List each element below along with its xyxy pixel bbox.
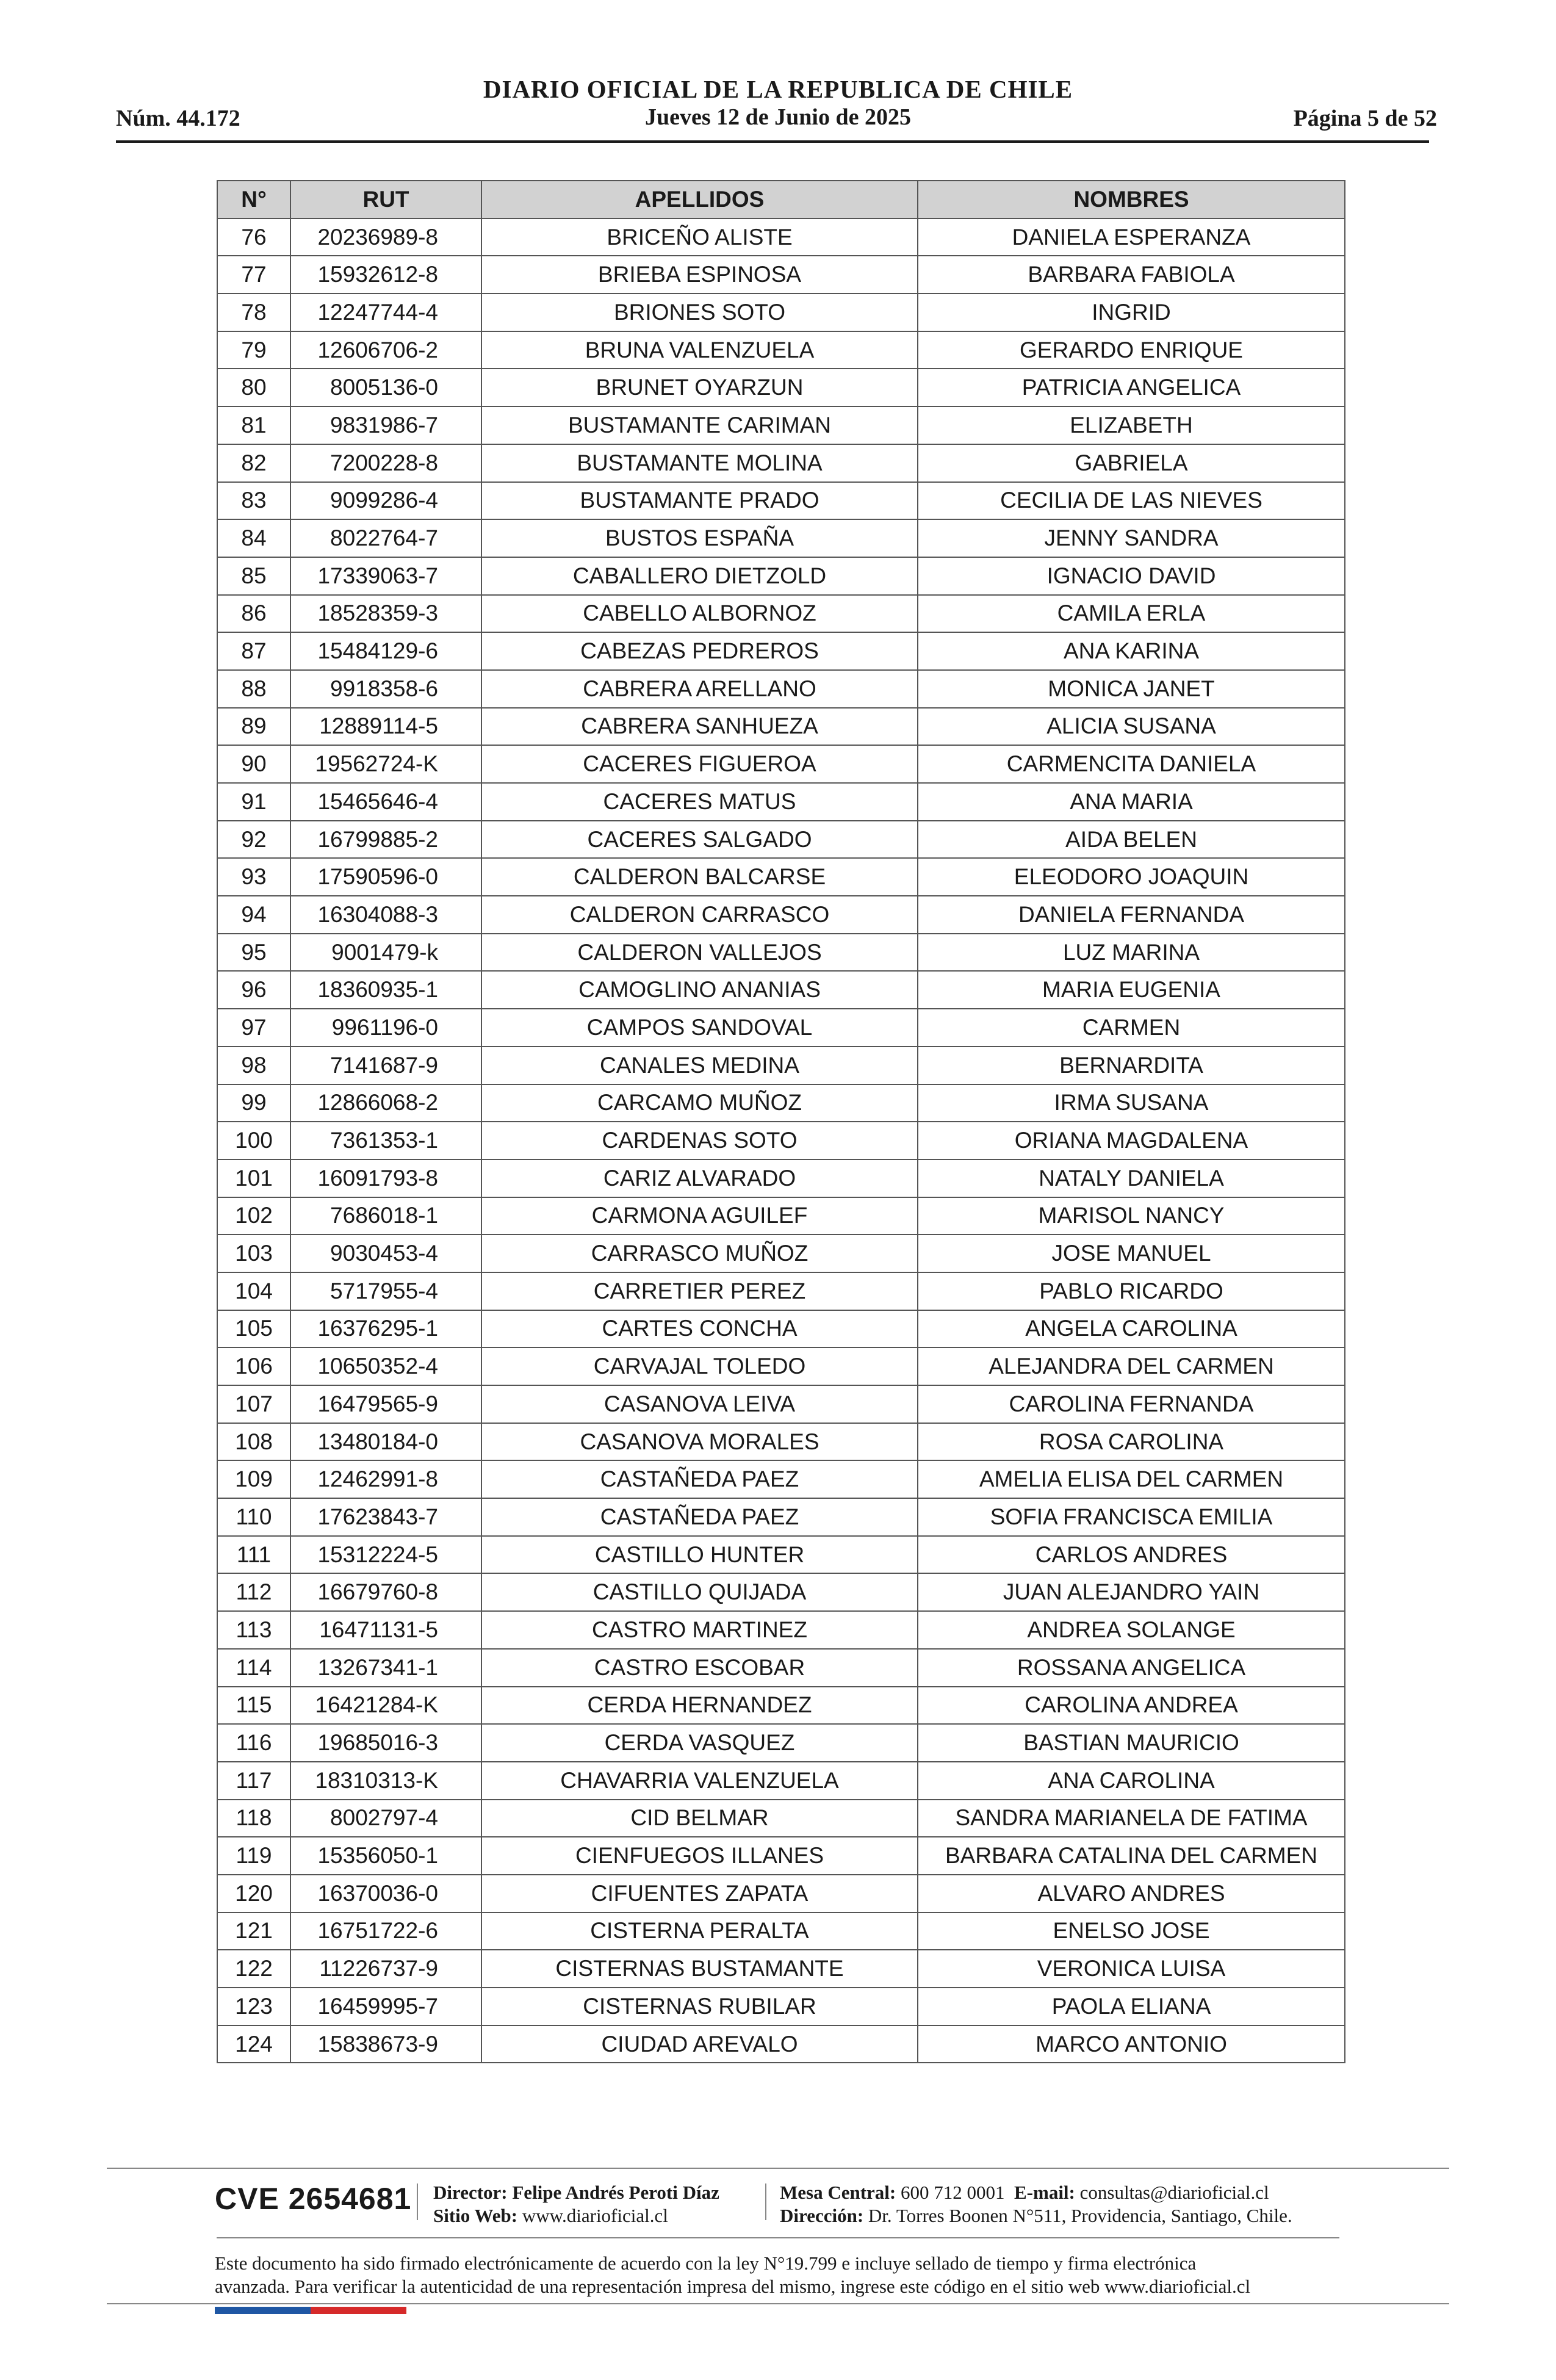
issue-number: Núm. 44.172: [116, 106, 240, 131]
cell-surnames: CANALES MEDINA: [481, 1047, 918, 1084]
cell-rut: 9030453-4: [290, 1235, 481, 1272]
cell-surnames: CARRETIER PEREZ: [481, 1272, 918, 1310]
cell-names: DANIELA FERNANDA: [918, 896, 1345, 934]
cell-number: 89: [217, 708, 290, 746]
table-row: [217, 1423, 1345, 1461]
cell-rut: 12606706-2: [290, 331, 481, 369]
footer-divider-middle: [217, 2237, 1339, 2238]
cell-surnames: CIUDAD AREVALO: [481, 2025, 918, 2063]
cell-rut: 15312224-5: [290, 1536, 481, 1574]
footer-director-block: [433, 2181, 719, 2227]
table-row: [217, 745, 1345, 783]
cell-surnames: CAMOGLINO ANANIAS: [481, 971, 918, 1009]
cell-rut: 15838673-9: [290, 2025, 481, 2063]
cell-rut: 8005136-0: [290, 369, 481, 406]
cell-number: 119: [217, 1837, 290, 1875]
website-link[interactable]: www.diarioficial.cl: [522, 2205, 668, 2226]
cell-names: CAMILA ERLA: [918, 595, 1345, 633]
cell-number: 98: [217, 1047, 290, 1084]
table-row: [217, 1460, 1345, 1498]
cell-rut: 10650352-4: [290, 1347, 481, 1385]
address-label: Dirección:: [780, 2205, 864, 2226]
cell-rut: 16421284-K: [290, 1687, 481, 1725]
cell-surnames: BUSTAMANTE CARIMAN: [481, 406, 918, 444]
cell-surnames: BUSTAMANTE PRADO: [481, 482, 918, 520]
cell-number: 82: [217, 444, 290, 482]
cell-names: AMELIA ELISA DEL CARMEN: [918, 1460, 1345, 1498]
cell-surnames: CACERES FIGUEROA: [481, 745, 918, 783]
cell-rut: 9099286-4: [290, 482, 481, 520]
cell-number: 100: [217, 1122, 290, 1159]
cell-names: NATALY DANIELA: [918, 1159, 1345, 1197]
cell-surnames: CABRERA SANHUEZA: [481, 708, 918, 746]
cell-surnames: BRUNA VALENZUELA: [481, 331, 918, 369]
cell-number: 77: [217, 256, 290, 294]
table-row: [217, 1536, 1345, 1574]
cell-number: 124: [217, 2025, 290, 2063]
cell-names: DANIELA ESPERANZA: [918, 218, 1345, 256]
publication-title: DIARIO OFICIAL DE LA REPUBLICA DE CHILE: [483, 75, 1073, 103]
cell-rut: 16376295-1: [290, 1310, 481, 1348]
table-row: [217, 557, 1345, 595]
cell-number: 99: [217, 1084, 290, 1122]
cell-surnames: CARDENAS SOTO: [481, 1122, 918, 1159]
table-row: [217, 896, 1345, 934]
cve-code: CVE 2654681: [215, 2182, 412, 2216]
cell-rut: 7200228-8: [290, 444, 481, 482]
table-row: [217, 519, 1345, 557]
cell-surnames: CARTES CONCHA: [481, 1310, 918, 1348]
phone-label: Mesa Central:: [780, 2182, 896, 2203]
cell-surnames: CABRERA ARELLANO: [481, 670, 918, 708]
cell-names: IRMA SUSANA: [918, 1084, 1345, 1122]
table-row: [217, 670, 1345, 708]
flag-stripe-red: [311, 2307, 406, 2314]
table-row: [217, 1272, 1345, 1310]
cell-names: ANGELA CAROLINA: [918, 1310, 1345, 1348]
cell-number: 95: [217, 934, 290, 972]
cell-names: IGNACIO DAVID: [918, 557, 1345, 595]
cell-number: 76: [217, 218, 290, 256]
cell-number: 90: [217, 745, 290, 783]
address-value: Dr. Torres Boonen N°511, Providencia, Santiago, Chile.: [868, 2205, 1292, 2226]
cell-surnames: CHAVARRIA VALENZUELA: [481, 1762, 918, 1800]
cell-rut: 15484129-6: [290, 632, 481, 670]
cell-names: PAOLA ELIANA: [918, 1988, 1345, 2025]
legal-notice-line: avanzada. Para verificar la autenticidad de una representación impresa del mismo, ingrese este código en el sitio web www.diarioficial.cl: [215, 2276, 1251, 2297]
cell-names: ELIZABETH: [918, 406, 1345, 444]
cell-rut: 12866068-2: [290, 1084, 481, 1122]
cell-rut: 15356050-1: [290, 1837, 481, 1875]
cell-number: 94: [217, 896, 290, 934]
cell-rut: 16751722-6: [290, 1913, 481, 1950]
cell-names: BERNARDITA: [918, 1047, 1345, 1084]
cell-names: JENNY SANDRA: [918, 519, 1345, 557]
cell-surnames: CISTERNA PERALTA: [481, 1913, 918, 1950]
cell-number: 122: [217, 1950, 290, 1988]
cell-names: SANDRA MARIANELA DE FATIMA: [918, 1800, 1345, 1837]
cell-names: CECILIA DE LAS NIEVES: [918, 482, 1345, 520]
table-row: [217, 1913, 1345, 1950]
email-label: E-mail:: [1014, 2182, 1075, 2203]
cell-number: 85: [217, 557, 290, 595]
cell-number: 120: [217, 1875, 290, 1913]
legal-notice: [215, 2252, 1362, 2298]
cell-names: CARLOS ANDRES: [918, 1536, 1345, 1574]
cell-names: AIDA BELEN: [918, 821, 1345, 859]
cell-surnames: CARMONA AGUILEF: [481, 1197, 918, 1235]
cell-number: 83: [217, 482, 290, 520]
table-row: [217, 1159, 1345, 1197]
cell-number: 93: [217, 858, 290, 896]
cell-names: JUAN ALEJANDRO YAIN: [918, 1573, 1345, 1611]
table-row: [217, 632, 1345, 670]
cell-rut: 9961196-0: [290, 1009, 481, 1047]
cell-surnames: CASTILLO HUNTER: [481, 1536, 918, 1574]
cell-surnames: CACERES MATUS: [481, 783, 918, 821]
cell-rut: 17623843-7: [290, 1498, 481, 1536]
legal-notice-line: Este documento ha sido firmado electrónicamente de acuerdo con la ley N°19.799 e incluye sellado de tiempo y firma electrónica: [215, 2252, 1197, 2274]
cell-rut: 8002797-4: [290, 1800, 481, 1837]
cell-surnames: CID BELMAR: [481, 1800, 918, 1837]
cell-number: 96: [217, 971, 290, 1009]
table-row: [217, 256, 1345, 294]
cell-rut: 20236989-8: [290, 218, 481, 256]
table-row: [217, 1875, 1345, 1913]
table-row: [217, 1988, 1345, 2025]
cell-number: 80: [217, 369, 290, 406]
cell-rut: 16799885-2: [290, 821, 481, 859]
phone-value: 600 712 0001: [901, 2182, 1005, 2203]
cell-number: 112: [217, 1573, 290, 1611]
cell-surnames: CERDA VASQUEZ: [481, 1724, 918, 1762]
cell-rut: 18528359-3: [290, 595, 481, 633]
cell-rut: 15465646-4: [290, 783, 481, 821]
cell-number: 81: [217, 406, 290, 444]
cell-number: 84: [217, 519, 290, 557]
cell-rut: 18360935-1: [290, 971, 481, 1009]
table-row: [217, 1197, 1345, 1235]
cell-rut: 9831986-7: [290, 406, 481, 444]
cell-names: GERARDO ENRIQUE: [918, 331, 1345, 369]
email-link[interactable]: consultas@diarioficial.cl: [1079, 2182, 1269, 2203]
cell-surnames: CARVAJAL TOLEDO: [481, 1347, 918, 1385]
cell-names: CARMENCITA DANIELA: [918, 745, 1345, 783]
cell-number: 110: [217, 1498, 290, 1536]
cell-rut: 15932612-8: [290, 256, 481, 294]
table-row: [217, 1724, 1345, 1762]
cell-surnames: CISTERNAS RUBILAR: [481, 1988, 918, 2025]
cell-rut: 7141687-9: [290, 1047, 481, 1084]
cell-surnames: CASANOVA LEIVA: [481, 1385, 918, 1423]
director-label: Director:: [433, 2182, 508, 2203]
cell-surnames: CACERES SALGADO: [481, 821, 918, 859]
cell-names: ANA MARIA: [918, 783, 1345, 821]
cell-number: 118: [217, 1800, 290, 1837]
cell-names: INGRID: [918, 294, 1345, 331]
cell-rut: 12889114-5: [290, 708, 481, 746]
column-header-surnames: APELLIDOS: [481, 181, 918, 218]
cell-rut: 17339063-7: [290, 557, 481, 595]
table-row: [217, 369, 1345, 406]
cell-number: 123: [217, 1988, 290, 2025]
cell-surnames: CIENFUEGOS ILLANES: [481, 1837, 918, 1875]
footer-separator: [417, 2183, 418, 2220]
cell-number: 97: [217, 1009, 290, 1047]
column-header-rut: RUT: [290, 181, 481, 218]
cell-number: 115: [217, 1687, 290, 1725]
cell-names: ENELSO JOSE: [918, 1913, 1345, 1950]
cell-surnames: CARRASCO MUÑOZ: [481, 1235, 918, 1272]
cell-surnames: BRUNET OYARZUN: [481, 369, 918, 406]
cell-number: 88: [217, 670, 290, 708]
cell-surnames: CASTAÑEDA PAEZ: [481, 1460, 918, 1498]
cell-names: LUZ MARINA: [918, 934, 1345, 972]
cell-names: ELEODORO JOAQUIN: [918, 858, 1345, 896]
cell-rut: 16471131-5: [290, 1611, 481, 1649]
cell-surnames: CERDA HERNANDEZ: [481, 1687, 918, 1725]
cell-names: ANA KARINA: [918, 632, 1345, 670]
cell-names: CAROLINA FERNANDA: [918, 1385, 1345, 1423]
footer-divider-bottom: [107, 2303, 1449, 2304]
cell-number: 107: [217, 1385, 290, 1423]
cell-rut: 9001479-k: [290, 934, 481, 972]
cell-surnames: CASTRO ESCOBAR: [481, 1649, 918, 1687]
cell-surnames: CARIZ ALVARADO: [481, 1159, 918, 1197]
table-row: [217, 1385, 1345, 1423]
table-row: [217, 595, 1345, 633]
cell-names: ORIANA MAGDALENA: [918, 1122, 1345, 1159]
cell-rut: 17590596-0: [290, 858, 481, 896]
cell-rut: 13480184-0: [290, 1423, 481, 1461]
table-row: [217, 1084, 1345, 1122]
cell-names: VERONICA LUISA: [918, 1950, 1345, 1988]
footer-divider-top: [107, 2168, 1449, 2169]
cell-surnames: CASANOVA MORALES: [481, 1423, 918, 1461]
cell-surnames: BRIONES SOTO: [481, 294, 918, 331]
table-body: [217, 218, 1345, 2063]
cell-number: 103: [217, 1235, 290, 1272]
table-row: [217, 1498, 1345, 1536]
table-row: [217, 294, 1345, 331]
table-row: [217, 1611, 1345, 1649]
cell-surnames: BUSTAMANTE MOLINA: [481, 444, 918, 482]
cell-names: CARMEN: [918, 1009, 1345, 1047]
cell-rut: 12247744-4: [290, 294, 481, 331]
column-header-names: NOMBRES: [918, 181, 1345, 218]
issue-date: Jueves 12 de Junio de 2025: [645, 104, 911, 130]
cell-number: 105: [217, 1310, 290, 1348]
cell-names: PABLO RICARDO: [918, 1272, 1345, 1310]
cell-number: 108: [217, 1423, 290, 1461]
cell-surnames: CARCAMO MUÑOZ: [481, 1084, 918, 1122]
cell-rut: 16679760-8: [290, 1573, 481, 1611]
table-row: [217, 1800, 1345, 1837]
cell-names: ROSSANA ANGELICA: [918, 1649, 1345, 1687]
cell-rut: 12462991-8: [290, 1460, 481, 1498]
cell-surnames: BRICEÑO ALISTE: [481, 218, 918, 256]
table-row: [217, 1310, 1345, 1348]
director-name: Felipe Andrés Peroti Díaz: [512, 2182, 719, 2203]
cell-number: 116: [217, 1724, 290, 1762]
cell-names: MARIA EUGENIA: [918, 971, 1345, 1009]
cell-number: 86: [217, 595, 290, 633]
cell-number: 117: [217, 1762, 290, 1800]
cell-rut: 9918358-6: [290, 670, 481, 708]
cell-surnames: CISTERNAS BUSTAMANTE: [481, 1950, 918, 1988]
cell-names: ALEJANDRA DEL CARMEN: [918, 1347, 1345, 1385]
table-row: [217, 708, 1345, 746]
table-row: [217, 1649, 1345, 1687]
page-number: Página 5 de 52: [1293, 106, 1437, 131]
table-row: [217, 482, 1345, 520]
cell-number: 111: [217, 1536, 290, 1574]
table-row: [217, 1047, 1345, 1084]
cell-rut: 7361353-1: [290, 1122, 481, 1159]
cell-rut: 16304088-3: [290, 896, 481, 934]
column-header-number: N°: [217, 181, 290, 218]
cell-names: GABRIELA: [918, 444, 1345, 482]
cell-surnames: CAMPOS SANDOVAL: [481, 1009, 918, 1047]
cell-names: PATRICIA ANGELICA: [918, 369, 1345, 406]
cell-surnames: CASTRO MARTINEZ: [481, 1611, 918, 1649]
cell-names: ALVARO ANDRES: [918, 1875, 1345, 1913]
table-header-row: [217, 181, 1345, 218]
cell-surnames: CASTILLO QUIJADA: [481, 1573, 918, 1611]
cell-rut: 11226737-9: [290, 1950, 481, 1988]
cell-surnames: CALDERON CARRASCO: [481, 896, 918, 934]
table-row: [217, 821, 1345, 859]
cell-surnames: CABELLO ALBORNOZ: [481, 595, 918, 633]
cell-number: 114: [217, 1649, 290, 1687]
cell-names: BASTIAN MAURICIO: [918, 1724, 1345, 1762]
table-row: [217, 1573, 1345, 1611]
cell-rut: 7686018-1: [290, 1197, 481, 1235]
cell-rut: 13267341-1: [290, 1649, 481, 1687]
cell-surnames: CIFUENTES ZAPATA: [481, 1875, 918, 1913]
table-row: [217, 2025, 1345, 2063]
cell-rut: 8022764-7: [290, 519, 481, 557]
table-row: [217, 331, 1345, 369]
cell-number: 102: [217, 1197, 290, 1235]
cell-surnames: CABALLERO DIETZOLD: [481, 557, 918, 595]
table-row: [217, 1235, 1345, 1272]
table-row: [217, 1347, 1345, 1385]
table-row: [217, 444, 1345, 482]
cell-names: MARCO ANTONIO: [918, 2025, 1345, 2063]
cell-surnames: CALDERON VALLEJOS: [481, 934, 918, 972]
table-row: [217, 1837, 1345, 1875]
cell-number: 109: [217, 1460, 290, 1498]
cell-names: ALICIA SUSANA: [918, 708, 1345, 746]
website-label: Sitio Web:: [433, 2205, 518, 2226]
cell-number: 78: [217, 294, 290, 331]
cell-surnames: BRIEBA ESPINOSA: [481, 256, 918, 294]
cell-rut: 16479565-9: [290, 1385, 481, 1423]
cell-rut: 19562724-K: [290, 745, 481, 783]
cell-names: CAROLINA ANDREA: [918, 1687, 1345, 1725]
cell-number: 92: [217, 821, 290, 859]
table-row: [217, 934, 1345, 972]
cell-surnames: CASTAÑEDA PAEZ: [481, 1498, 918, 1536]
cell-number: 113: [217, 1611, 290, 1649]
flag-stripe-blue: [215, 2307, 311, 2314]
cell-surnames: BUSTOS ESPAÑA: [481, 519, 918, 557]
table-row: [217, 1762, 1345, 1800]
table-row: [217, 1009, 1345, 1047]
cell-number: 106: [217, 1347, 290, 1385]
cell-number: 79: [217, 331, 290, 369]
cell-number: 121: [217, 1913, 290, 1950]
table-row: [217, 858, 1345, 896]
table-row: [217, 1950, 1345, 1988]
cell-names: ROSA CAROLINA: [918, 1423, 1345, 1461]
footer-contact-block: [780, 2181, 1292, 2227]
cell-number: 87: [217, 632, 290, 670]
cell-number: 91: [217, 783, 290, 821]
cell-names: MONICA JANET: [918, 670, 1345, 708]
cell-rut: 18310313-K: [290, 1762, 481, 1800]
cell-names: BARBARA CATALINA DEL CARMEN: [918, 1837, 1345, 1875]
cell-surnames: CALDERON BALCARSE: [481, 858, 918, 896]
cell-names: ANA CAROLINA: [918, 1762, 1345, 1800]
table-row: [217, 1122, 1345, 1159]
cell-rut: 16370036-0: [290, 1875, 481, 1913]
cell-names: MARISOL NANCY: [918, 1197, 1345, 1235]
table-row: [217, 971, 1345, 1009]
cell-rut: 16091793-8: [290, 1159, 481, 1197]
cell-names: JOSE MANUEL: [918, 1235, 1345, 1272]
cell-number: 104: [217, 1272, 290, 1310]
cell-names: ANDREA SOLANGE: [918, 1611, 1345, 1649]
header-divider: [116, 140, 1429, 143]
table-row: [217, 218, 1345, 256]
table-row: [217, 406, 1345, 444]
footer-separator: [765, 2183, 766, 2220]
cell-rut: 16459995-7: [290, 1988, 481, 2025]
cell-names: BARBARA FABIOLA: [918, 256, 1345, 294]
cell-number: 101: [217, 1159, 290, 1197]
table-row: [217, 783, 1345, 821]
cell-surnames: CABEZAS PEDREROS: [481, 632, 918, 670]
registry-table: [217, 180, 1345, 2063]
cell-rut: 19685016-3: [290, 1724, 481, 1762]
cell-rut: 5717955-4: [290, 1272, 481, 1310]
cell-names: SOFIA FRANCISCA EMILIA: [918, 1498, 1345, 1536]
table-row: [217, 1687, 1345, 1725]
